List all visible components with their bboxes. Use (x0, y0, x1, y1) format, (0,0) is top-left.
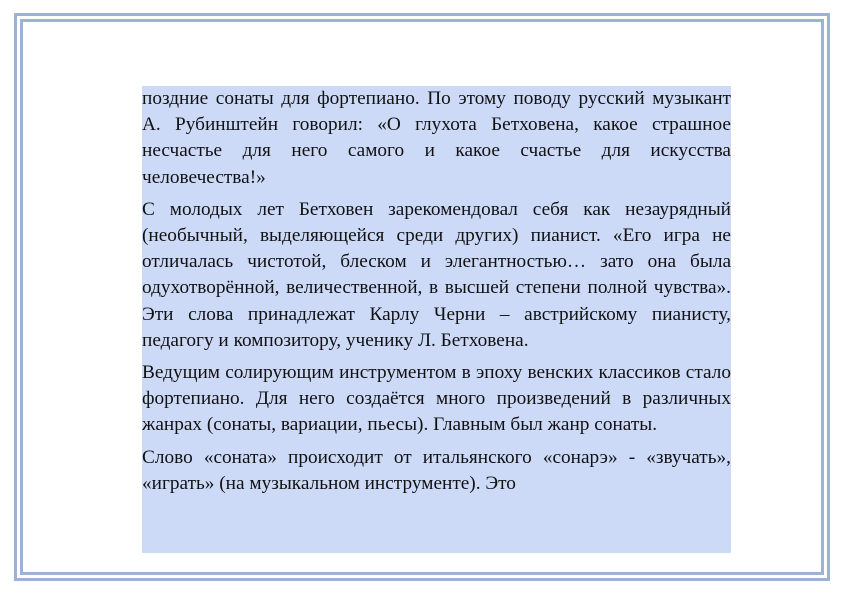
paragraph-3: Ведущим солирующим инструментом в эпоху венских классиков стало фортепиано. Для него создаётся много произведений в различных жанрах (сонаты, вариации, пьесы). Главным был жанр сонаты. (142, 362, 731, 436)
paragraph-4: Слово «соната» происходит от итальянского «сонарэ» - «звучать», «играть» (на музыкальном инструменте). Это (142, 446, 731, 494)
paragraph-2: С молодых лет Бетховен зарекомендовал себя как незаурядный (необычный, выделяющейся среди других) пианист. «Его игра не отличалась чистотой, блеском и элегантностью… зато она была одухотворённой, величественной, в высшей степени полной чувства». Эти слова принадлежат Карлу Черни – австрийскому пианисту, педагогу и композитору, ученику Л. Бетховена. (142, 198, 731, 351)
paragraph-1: поздние сонаты для фортепиано. По этому поводу русский музыкант А. Рубинштейн говорил: «О глухота Бетховена, какое страшное несчастье для него самого и какое счастье для искусства человечества!» (142, 88, 731, 188)
text-block (142, 86, 731, 553)
